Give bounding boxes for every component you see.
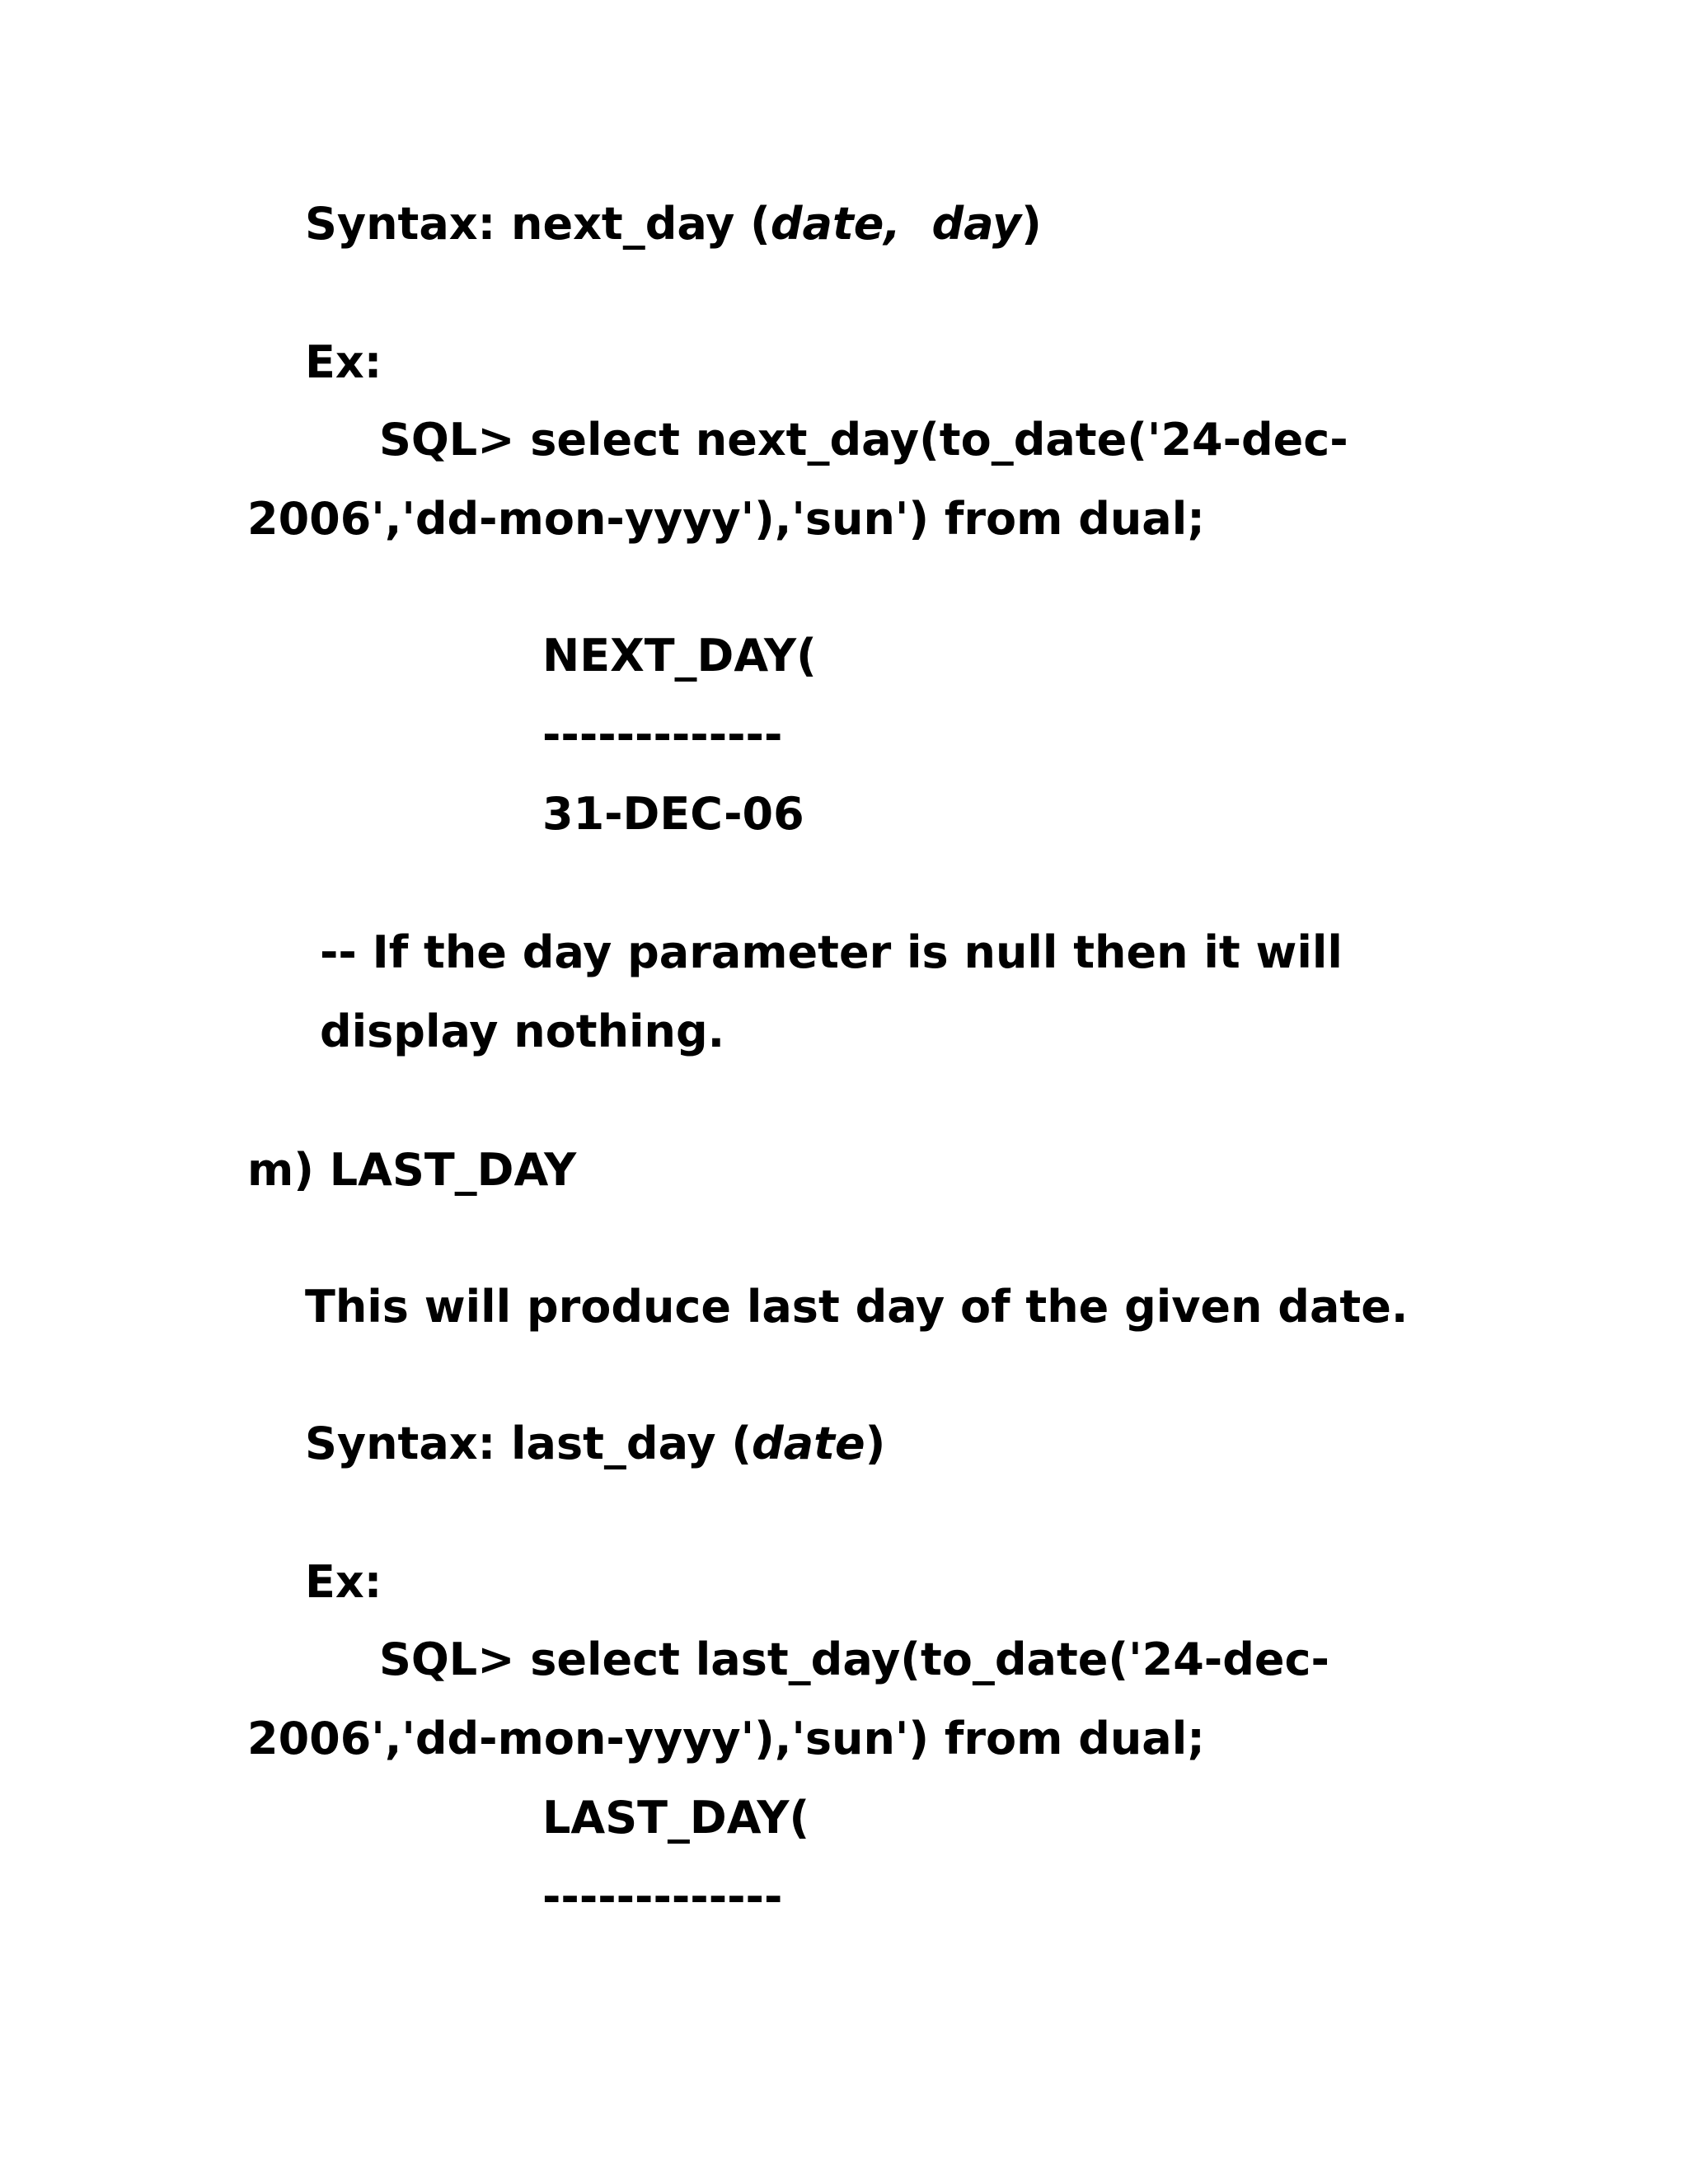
sql-query-line: SQL> select next_day(to_date('24-dec-: [379, 414, 1348, 466]
sql-query-line: 2006','dd-mon-yyyy'),'sun') from dual;: [247, 493, 1205, 545]
result-value: 31-DEC-06: [542, 788, 804, 840]
result-divider: -------------: [542, 1871, 783, 1923]
syntax-separator: [901, 198, 932, 250]
syntax-prefix: Syntax: last_day (: [305, 1418, 753, 1469]
syntax-arg-date: date: [752, 1418, 865, 1469]
note-line: -- If the day parameter is null then it will: [320, 926, 1343, 978]
description: This will produce last day of the given date.: [305, 1281, 1409, 1333]
syntax-suffix: ): [1021, 198, 1042, 250]
syntax-suffix: ): [865, 1418, 886, 1469]
result-divider: -------------: [542, 709, 783, 761]
section-heading: m) LAST_DAY: [247, 1144, 577, 1196]
result-header: NEXT_DAY(: [542, 630, 817, 682]
example-label: Ex:: [305, 1556, 382, 1608]
example-label: Ex:: [305, 336, 382, 388]
result-header: LAST_DAY(: [542, 1792, 810, 1844]
syntax-last-day: [305, 1418, 885, 1470]
syntax-prefix: Syntax: next_day (: [305, 198, 771, 250]
sql-query-line: 2006','dd-mon-yyyy'),'sun') from dual;: [247, 1713, 1205, 1765]
syntax-arg-day: day: [931, 198, 1022, 250]
syntax-next-day: [305, 198, 1042, 251]
syntax-arg-date: date,: [770, 198, 901, 250]
note-line: display nothing.: [320, 1005, 725, 1057]
sql-query-line: SQL> select last_day(to_date('24-dec-: [379, 1633, 1329, 1685]
